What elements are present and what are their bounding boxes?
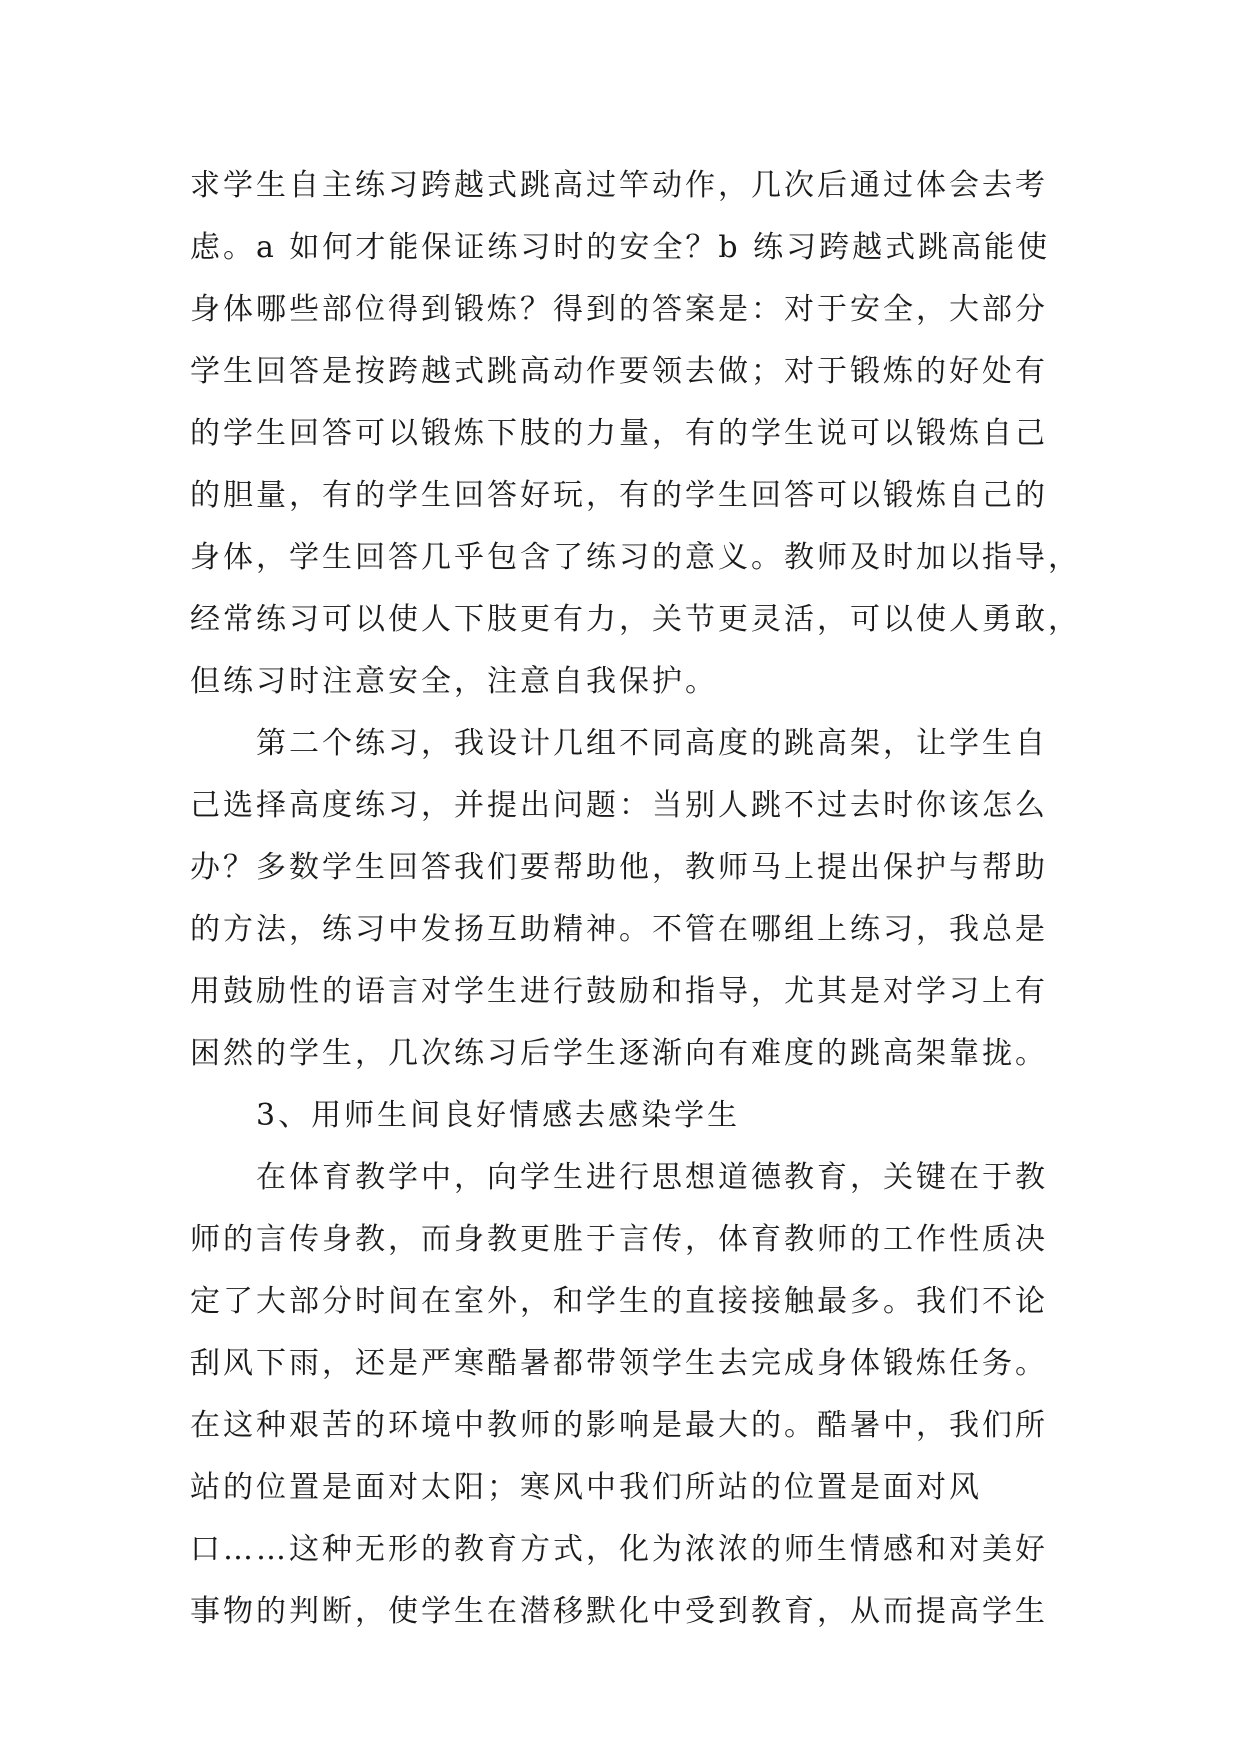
text-line: 的方法，练习中发扬互助精神。不管在哪组上练习，我总是 [190, 912, 1048, 947]
paragraph-start-line: 第二个练习，我设计几组不同高度的跳高架，让学生自 [256, 726, 1048, 761]
text-line: 定了大部分时间在室外，和学生的直接接触最多。我们不论 [190, 1284, 1048, 1319]
section-heading: 3、用师生间良好情感去感染学生 [256, 1098, 741, 1133]
text-line: 虑。a 如何才能保证练习时的安全？b 练习跨越式跳高能使 [190, 230, 1051, 265]
text-line: 的学生回答可以锻炼下肢的力量，有的学生说可以锻炼自己 [190, 416, 1048, 451]
text-line: 站的位置是面对太阳；寒风中我们所站的位置是面对风 [190, 1470, 982, 1505]
text-line: 学生回答是按跨越式跳高动作要领去做；对于锻炼的好处有 [190, 354, 1048, 389]
text-line: 求学生自主练习跨越式跳高过竿动作，几次后通过体会去考 [190, 168, 1048, 203]
text-line: 刮风下雨，还是严寒酷暑都带领学生去完成身体锻炼任务。 [190, 1346, 1048, 1381]
text-line: 师的言传身教，而身教更胜于言传，体育教师的工作性质决 [190, 1222, 1048, 1257]
text-line: 但练习时注意安全，注意自我保护。 [190, 664, 718, 699]
text-line: 办？多数学生回答我们要帮助他，教师马上提出保护与帮助 [190, 850, 1048, 885]
paragraph-start-line: 在体育教学中，向学生进行思想道德教育，关键在于教 [256, 1160, 1048, 1195]
text-line: 身体，学生回答几乎包含了练习的意义。教师及时加以指导， [190, 540, 1081, 575]
text-line: 己选择高度练习，并提出问题：当别人跳不过去时你该怎么 [190, 788, 1048, 823]
text-line: 口……这种无形的教育方式，化为浓浓的师生情感和对美好 [190, 1532, 1048, 1567]
text-line: 困然的学生，几次练习后学生逐渐向有难度的跳高架靠拢。 [190, 1036, 1048, 1071]
body-text [190, 155, 1081, 1643]
text-line: 在这种艰苦的环境中教师的影响是最大的。酷暑中，我们所 [190, 1408, 1048, 1443]
text-line: 事物的判断，使学生在潜移默化中受到教育，从而提高学生 [190, 1594, 1048, 1629]
text-line: 身体哪些部位得到锻炼？得到的答案是：对于安全，大部分 [190, 292, 1048, 327]
text-line: 的胆量，有的学生回答好玩，有的学生回答可以锻炼自己的 [190, 478, 1048, 513]
text-line: 经常练习可以使人下肢更有力，关节更灵活，可以使人勇敢， [190, 602, 1081, 637]
text-line: 用鼓励性的语言对学生进行鼓励和指导，尤其是对学习上有 [190, 974, 1048, 1009]
